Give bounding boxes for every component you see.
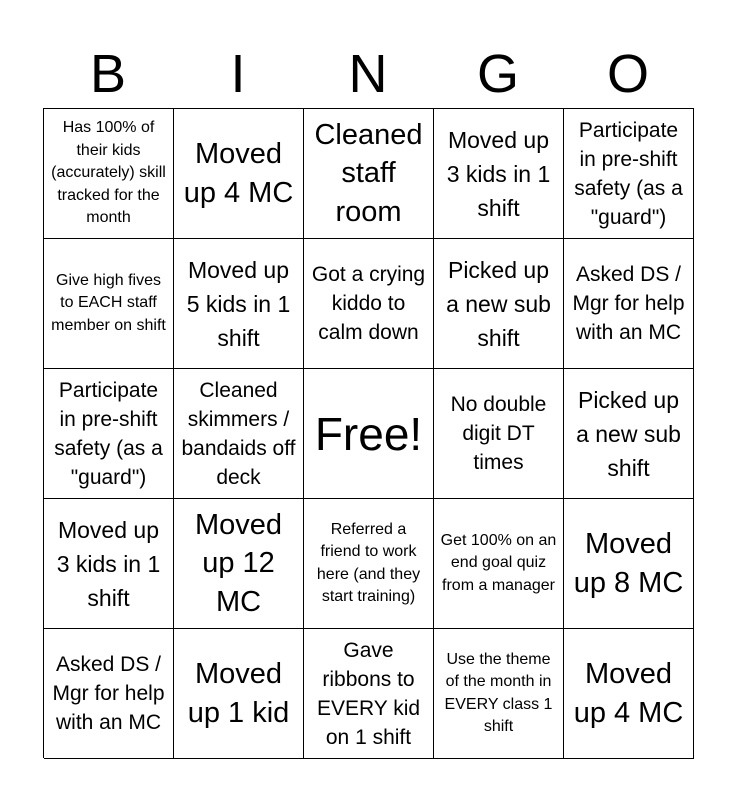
cell-text: Asked DS / Mgr for help with an MC [572, 263, 685, 344]
cell-text: Free! [314, 407, 423, 460]
cell-text: Picked up a new sub shift [576, 386, 681, 481]
bingo-cell [174, 629, 304, 759]
bingo-cell [304, 499, 434, 629]
cell-text: Moved up 5 kids in 1 shift [186, 256, 291, 351]
header-letter-i: I [230, 44, 246, 104]
bingo-cell [564, 109, 694, 239]
cell-text: Cleaned skimmers / bandaids off deck [181, 378, 296, 489]
bingo-cell [44, 109, 174, 239]
cell-text: Got a crying kiddo to calm down [311, 263, 426, 344]
cell-text: Picked up a new sub shift [446, 256, 551, 351]
cell-text: Referred a friend to work here (and they start training) [316, 520, 421, 605]
bingo-cell [304, 109, 434, 239]
cell-text: Participate in pre-shift safety (as a "guard") [54, 378, 163, 489]
cell-text: Moved up 8 MC [573, 528, 684, 599]
bingo-cell [44, 629, 174, 759]
cell-text: Moved up 4 MC [183, 138, 294, 209]
bingo-cell [434, 239, 564, 369]
header-letter-b: B [89, 44, 127, 104]
bingo-cell [434, 109, 564, 239]
cell-text: Gave ribbons to EVERY kid on 1 shift [316, 638, 421, 749]
cell-text: Participate in pre-shift safety (as a "guard") [574, 118, 683, 229]
bingo-cell [174, 239, 304, 369]
bingo-board [43, 108, 694, 758]
bingo-cell [564, 499, 694, 629]
bingo-header [43, 40, 693, 108]
free-space [304, 369, 434, 499]
bingo-cell [434, 629, 564, 759]
cell-text: Has 100% of their kids (accurately) skill tracked for the month [51, 119, 166, 227]
bingo-cell [434, 499, 564, 629]
cell-text: No double digit DT times [450, 393, 547, 474]
bingo-cell [304, 629, 434, 759]
cell-text: Moved up 4 MC [573, 658, 684, 729]
bingo-cell [44, 369, 174, 499]
bingo-cell [564, 629, 694, 759]
bingo-cell [564, 369, 694, 499]
cell-text: Give high fives to EACH staff member on shift [51, 271, 166, 334]
cell-text: Get 100% on an end goal quiz from a manager [440, 531, 557, 594]
cell-text: Moved up 1 kid [187, 658, 290, 729]
bingo-cell [174, 109, 304, 239]
cell-text: Use the theme of the month in EVERY class 1 shift [444, 650, 553, 735]
cell-text: Moved up 12 MC [194, 508, 283, 618]
bingo-cell [44, 239, 174, 369]
bingo-cell [44, 499, 174, 629]
header-letter-g: G [476, 44, 519, 104]
bingo-cell [304, 239, 434, 369]
bingo-cell [174, 499, 304, 629]
header-letter-n: N [348, 44, 388, 104]
cell-text: Moved up 3 kids in 1 shift [446, 126, 551, 221]
bingo-cell [564, 239, 694, 369]
header-letter-o: O [606, 44, 649, 104]
cell-text: Cleaned staff room [314, 118, 423, 228]
cell-text: Asked DS / Mgr for help with an MC [52, 653, 165, 734]
bingo-cell [174, 369, 304, 499]
bingo-cell [434, 369, 564, 499]
cell-text: Moved up 3 kids in 1 shift [56, 516, 161, 611]
